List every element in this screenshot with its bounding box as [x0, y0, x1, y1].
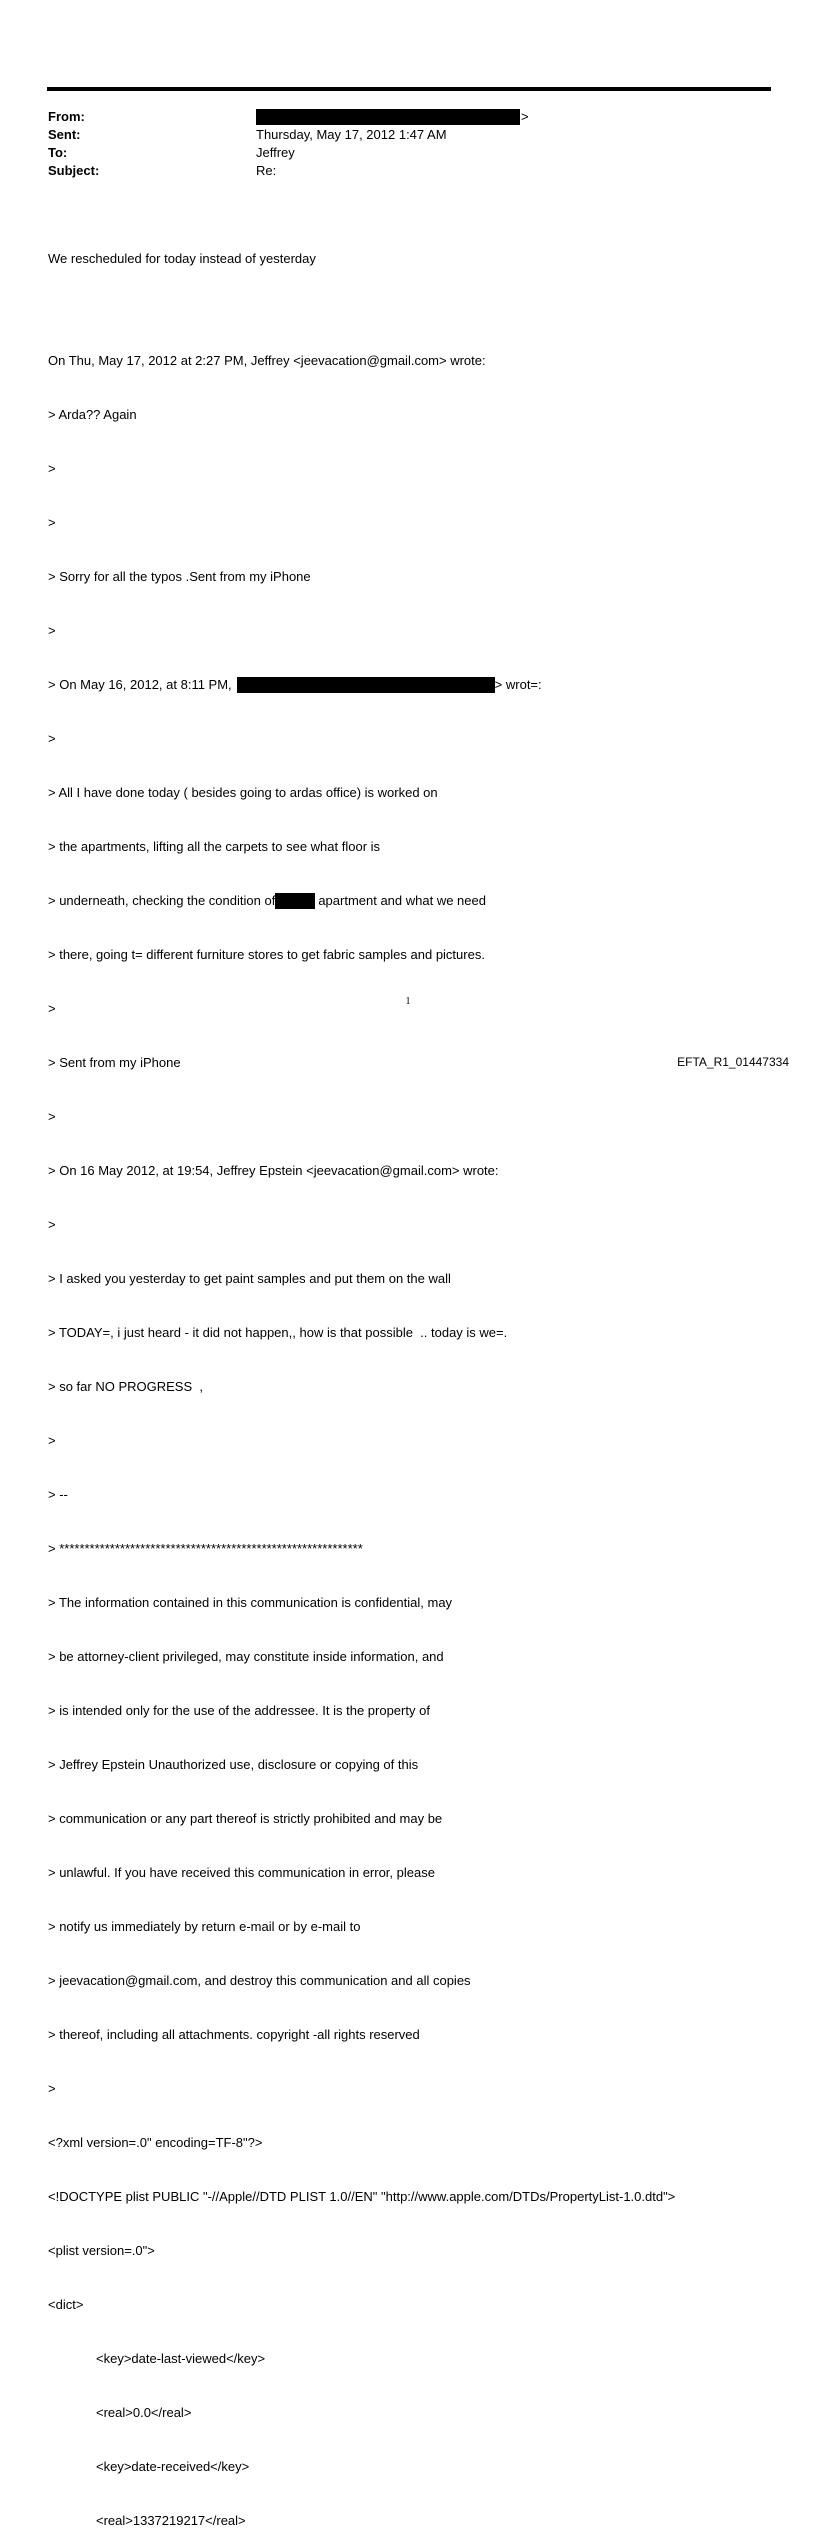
quoted-line: >: [48, 1217, 56, 1232]
redaction-bar: [275, 893, 315, 909]
quoted-line: > TODAY=, i just heard - it did not happen,, how is that possible .. today is we=.: [48, 1325, 508, 1340]
to-value: Jeffrey: [256, 145, 295, 160]
quoted-text: > On May 16, 2012, at 8:11 PM,: [48, 677, 232, 692]
quoted-line-redacted: [48, 676, 675, 694]
email-header: [48, 108, 529, 180]
quoted-line: > notify us immediately by return e-mail or by e-mail to: [48, 1919, 361, 1934]
quoted-line: >: [48, 731, 56, 746]
document-id: EFTA_R1_01447334: [677, 1055, 789, 1069]
to-row: [48, 144, 529, 162]
xml-line: <?xml version=.0" encoding=TF-8"?>: [48, 2135, 263, 2150]
quoted-line: > be attorney-client privileged, may constitute inside information, and: [48, 1649, 444, 1664]
to-label: To:: [48, 145, 68, 160]
quoted-line: > is intended only for the use of the addressee. It is the property of: [48, 1703, 430, 1718]
quoted-line-redacted: [48, 892, 675, 910]
sent-value: Thursday, May 17, 2012 1:47 AM: [256, 127, 447, 142]
paragraph-gap: [48, 304, 675, 316]
quote-header: On Thu, May 17, 2012 at 2:27 PM, Jeffrey <jeevacation@gmail.com> wrote:: [48, 353, 486, 368]
quoted-line: > unlawful. If you have received this communication in error, please: [48, 1865, 435, 1880]
quoted-line: > jeevacation@gmail.com, and destroy this communication and all copies: [48, 1973, 471, 1988]
subject-row: [48, 162, 529, 180]
xml-line: <real>0.0</real>: [96, 2405, 192, 2420]
quoted-line: > so far NO PROGRESS ,: [48, 1379, 203, 1394]
quoted-line: >: [48, 1001, 56, 1016]
xml-line: <plist version=.0">: [48, 2243, 155, 2258]
sent-row: [48, 126, 529, 144]
quoted-line: >: [48, 515, 56, 530]
quoted-line: >: [48, 2081, 56, 2096]
from-row: [48, 108, 529, 126]
subject-value: Re:: [256, 163, 277, 178]
quoted-line: > Sorry for all the typos .Sent from my iPhone: [48, 569, 311, 584]
quoted-line: >: [48, 1109, 56, 1124]
from-label: From:: [48, 109, 85, 124]
header-rule: [47, 87, 771, 91]
quoted-line: >: [48, 623, 56, 638]
sent-label: Sent:: [48, 127, 81, 142]
body-line: We rescheduled for today instead of yesterday: [48, 251, 316, 266]
page-number: 1: [405, 996, 411, 1007]
xml-line: <key>date-received</key>: [96, 2459, 250, 2474]
xml-line: <key>date-last-viewed</key>: [96, 2351, 266, 2366]
xml-line: <real>1337219217</real>: [96, 2513, 246, 2528]
xml-line: <dict>: [48, 2297, 84, 2312]
quoted-text: apartment and what we need: [318, 893, 486, 908]
quoted-line: >: [48, 1433, 56, 1448]
quoted-line: > there, going t= different furniture stores to get fabric samples and pictures.: [48, 947, 485, 962]
from-trailing: >: [521, 109, 529, 124]
quoted-line: > --: [48, 1487, 68, 1502]
quoted-line: > I asked you yesterday to get paint samples and put them on the wall: [48, 1271, 451, 1286]
quoted-line: > On 16 May 2012, at 19:54, Jeffrey Epstein <jeevacation@gmail.com> wrote:: [48, 1163, 499, 1178]
quoted-text: > underneath, checking the condition of: [48, 893, 276, 908]
quoted-line: > All I have done today ( besides going to ardas office) is worked on: [48, 785, 438, 800]
quoted-text: > wrot=:: [494, 677, 542, 692]
xml-line: <!DOCTYPE plist PUBLIC "-//Apple//DTD PLIST 1.0//EN" "http://www.apple.com/DTDs/PropertyList-1.0.dtd">: [48, 2189, 676, 2204]
quoted-line: > Sent from my iPhone: [48, 1055, 181, 1070]
quoted-line: >: [48, 461, 56, 476]
redaction-bar: [256, 109, 520, 125]
redaction-bar: [237, 677, 495, 693]
quoted-line: > Jeffrey Epstein Unauthorized use, disclosure or copying of this: [48, 1757, 419, 1772]
quoted-line: > ************************************************************: [48, 1541, 363, 1556]
quoted-line: > thereof, including all attachments. copyright -all rights reserved: [48, 2027, 420, 2042]
subject-label: Subject:: [48, 163, 100, 178]
email-body: [48, 214, 675, 2548]
quoted-line: > communication or any part thereof is strictly prohibited and may be: [48, 1811, 443, 1826]
from-value: [256, 108, 529, 126]
quoted-line: > The information contained in this communication is confidential, may: [48, 1595, 453, 1610]
quoted-line: > the apartments, lifting all the carpets to see what floor is: [48, 839, 381, 854]
quoted-line: > Arda?? Again: [48, 407, 137, 422]
